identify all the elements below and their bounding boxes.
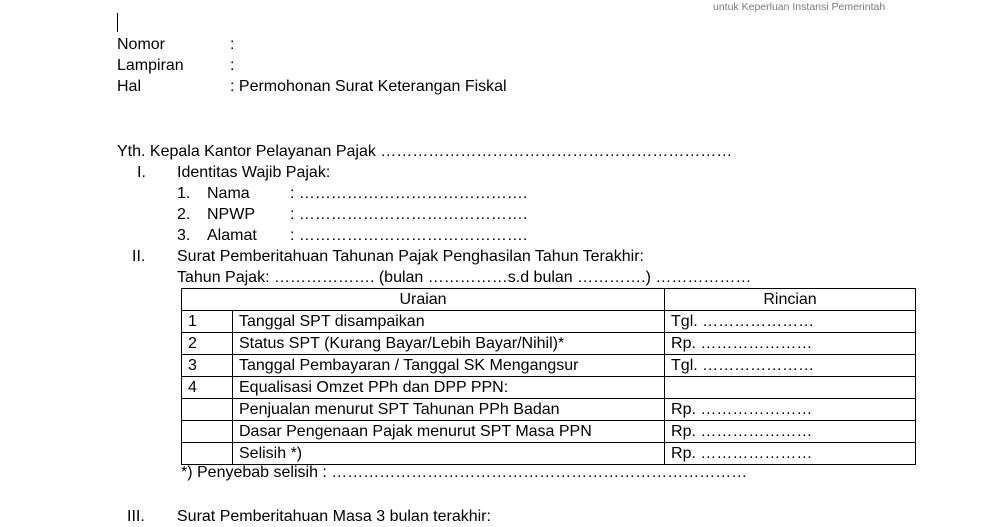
row-uraian: Selisih *) xyxy=(233,443,665,465)
identity-value-alamat: : ……………………………………. xyxy=(290,227,528,244)
text-cursor xyxy=(117,13,118,32)
header-uraian: Uraian xyxy=(182,289,665,311)
addressee: Yth. Kepala Kantor Pelayanan Pajak ………………………………………………………… xyxy=(117,143,733,160)
row-uraian: Tanggal SPT disampaikan xyxy=(233,311,665,333)
header-note: untuk Keperluan Instansi Pemerintah xyxy=(713,1,886,13)
table-row xyxy=(182,443,916,465)
row-rincian: Tgl. ………………… xyxy=(665,311,916,333)
table-row xyxy=(182,377,916,399)
table-row xyxy=(182,399,916,421)
meta-lampiran-value: : xyxy=(230,57,235,74)
row-rincian: Tgl. ………………… xyxy=(665,355,916,377)
section1-title: Identitas Wajib Pajak: xyxy=(177,164,331,181)
meta-lampiran-label: Lampiran xyxy=(117,57,184,74)
section1-numeral: I. xyxy=(137,164,146,181)
row-number xyxy=(182,399,233,421)
identity-value-npwp: : ……………………………………. xyxy=(290,206,528,223)
meta-nomor-value: : xyxy=(230,36,235,53)
table-row xyxy=(182,333,916,355)
section3-numeral: III. xyxy=(127,508,145,525)
meta-hal-label: Hal xyxy=(117,78,142,95)
row-rincian: Rp. ………………… xyxy=(665,399,916,421)
row-number: 4 xyxy=(182,377,233,399)
section2-title: Surat Pemberitahuan Tahunan Pajak Penghasilan Tahun Terakhir: xyxy=(177,248,644,265)
section2-numeral: II. xyxy=(132,248,146,265)
identity-num-2: 2. xyxy=(177,206,191,223)
tax-year-line: Tahun Pajak: ………………. (bulan ……………s.d bulan ………….) ……………… xyxy=(177,269,752,286)
table-row xyxy=(182,421,916,443)
section3-title: Surat Pemberitahuan Masa 3 bulan terakhir: xyxy=(177,508,491,525)
selisih-footnote: *) Penyebab selisih : …………………………………………………………………… xyxy=(181,464,748,481)
row-rincian: Rp. ………………… xyxy=(665,421,916,443)
row-number xyxy=(182,421,233,443)
row-rincian: Rp. ………………… xyxy=(665,333,916,355)
identity-label-npwp: NPWP xyxy=(207,206,255,223)
row-rincian: Rp. ………………… xyxy=(665,443,916,465)
identity-label-alamat: Alamat xyxy=(207,227,257,244)
meta-nomor-label: Nomor xyxy=(117,36,166,53)
table-header-row xyxy=(182,289,916,311)
row-rincian xyxy=(665,377,916,399)
row-number: 3 xyxy=(182,355,233,377)
header-rincian: Rincian xyxy=(665,289,916,311)
spt-table xyxy=(181,288,916,465)
meta-hal-value: : Permohonan Surat Keterangan Fiskal xyxy=(230,78,507,95)
row-number xyxy=(182,443,233,465)
identity-value-nama: : ……………………………………. xyxy=(290,185,528,202)
table-row xyxy=(182,311,916,333)
row-uraian: Status SPT (Kurang Bayar/Lebih Bayar/Nihil)* xyxy=(233,333,665,355)
row-uraian: Equalisasi Omzet PPh dan DPP PPN: xyxy=(233,377,665,399)
table-row xyxy=(182,355,916,377)
row-uraian: Dasar Pengenaan Pajak menurut SPT Masa PPN xyxy=(233,421,665,443)
row-number: 2 xyxy=(182,333,233,355)
row-number: 1 xyxy=(182,311,233,333)
row-uraian: Tanggal Pembayaran / Tanggal SK Mengangsur xyxy=(233,355,665,377)
identity-num-1: 1. xyxy=(177,185,191,202)
row-uraian: Penjualan menurut SPT Tahunan PPh Badan xyxy=(233,399,665,421)
identity-num-3: 3. xyxy=(177,227,191,244)
identity-label-nama: Nama xyxy=(207,185,250,202)
